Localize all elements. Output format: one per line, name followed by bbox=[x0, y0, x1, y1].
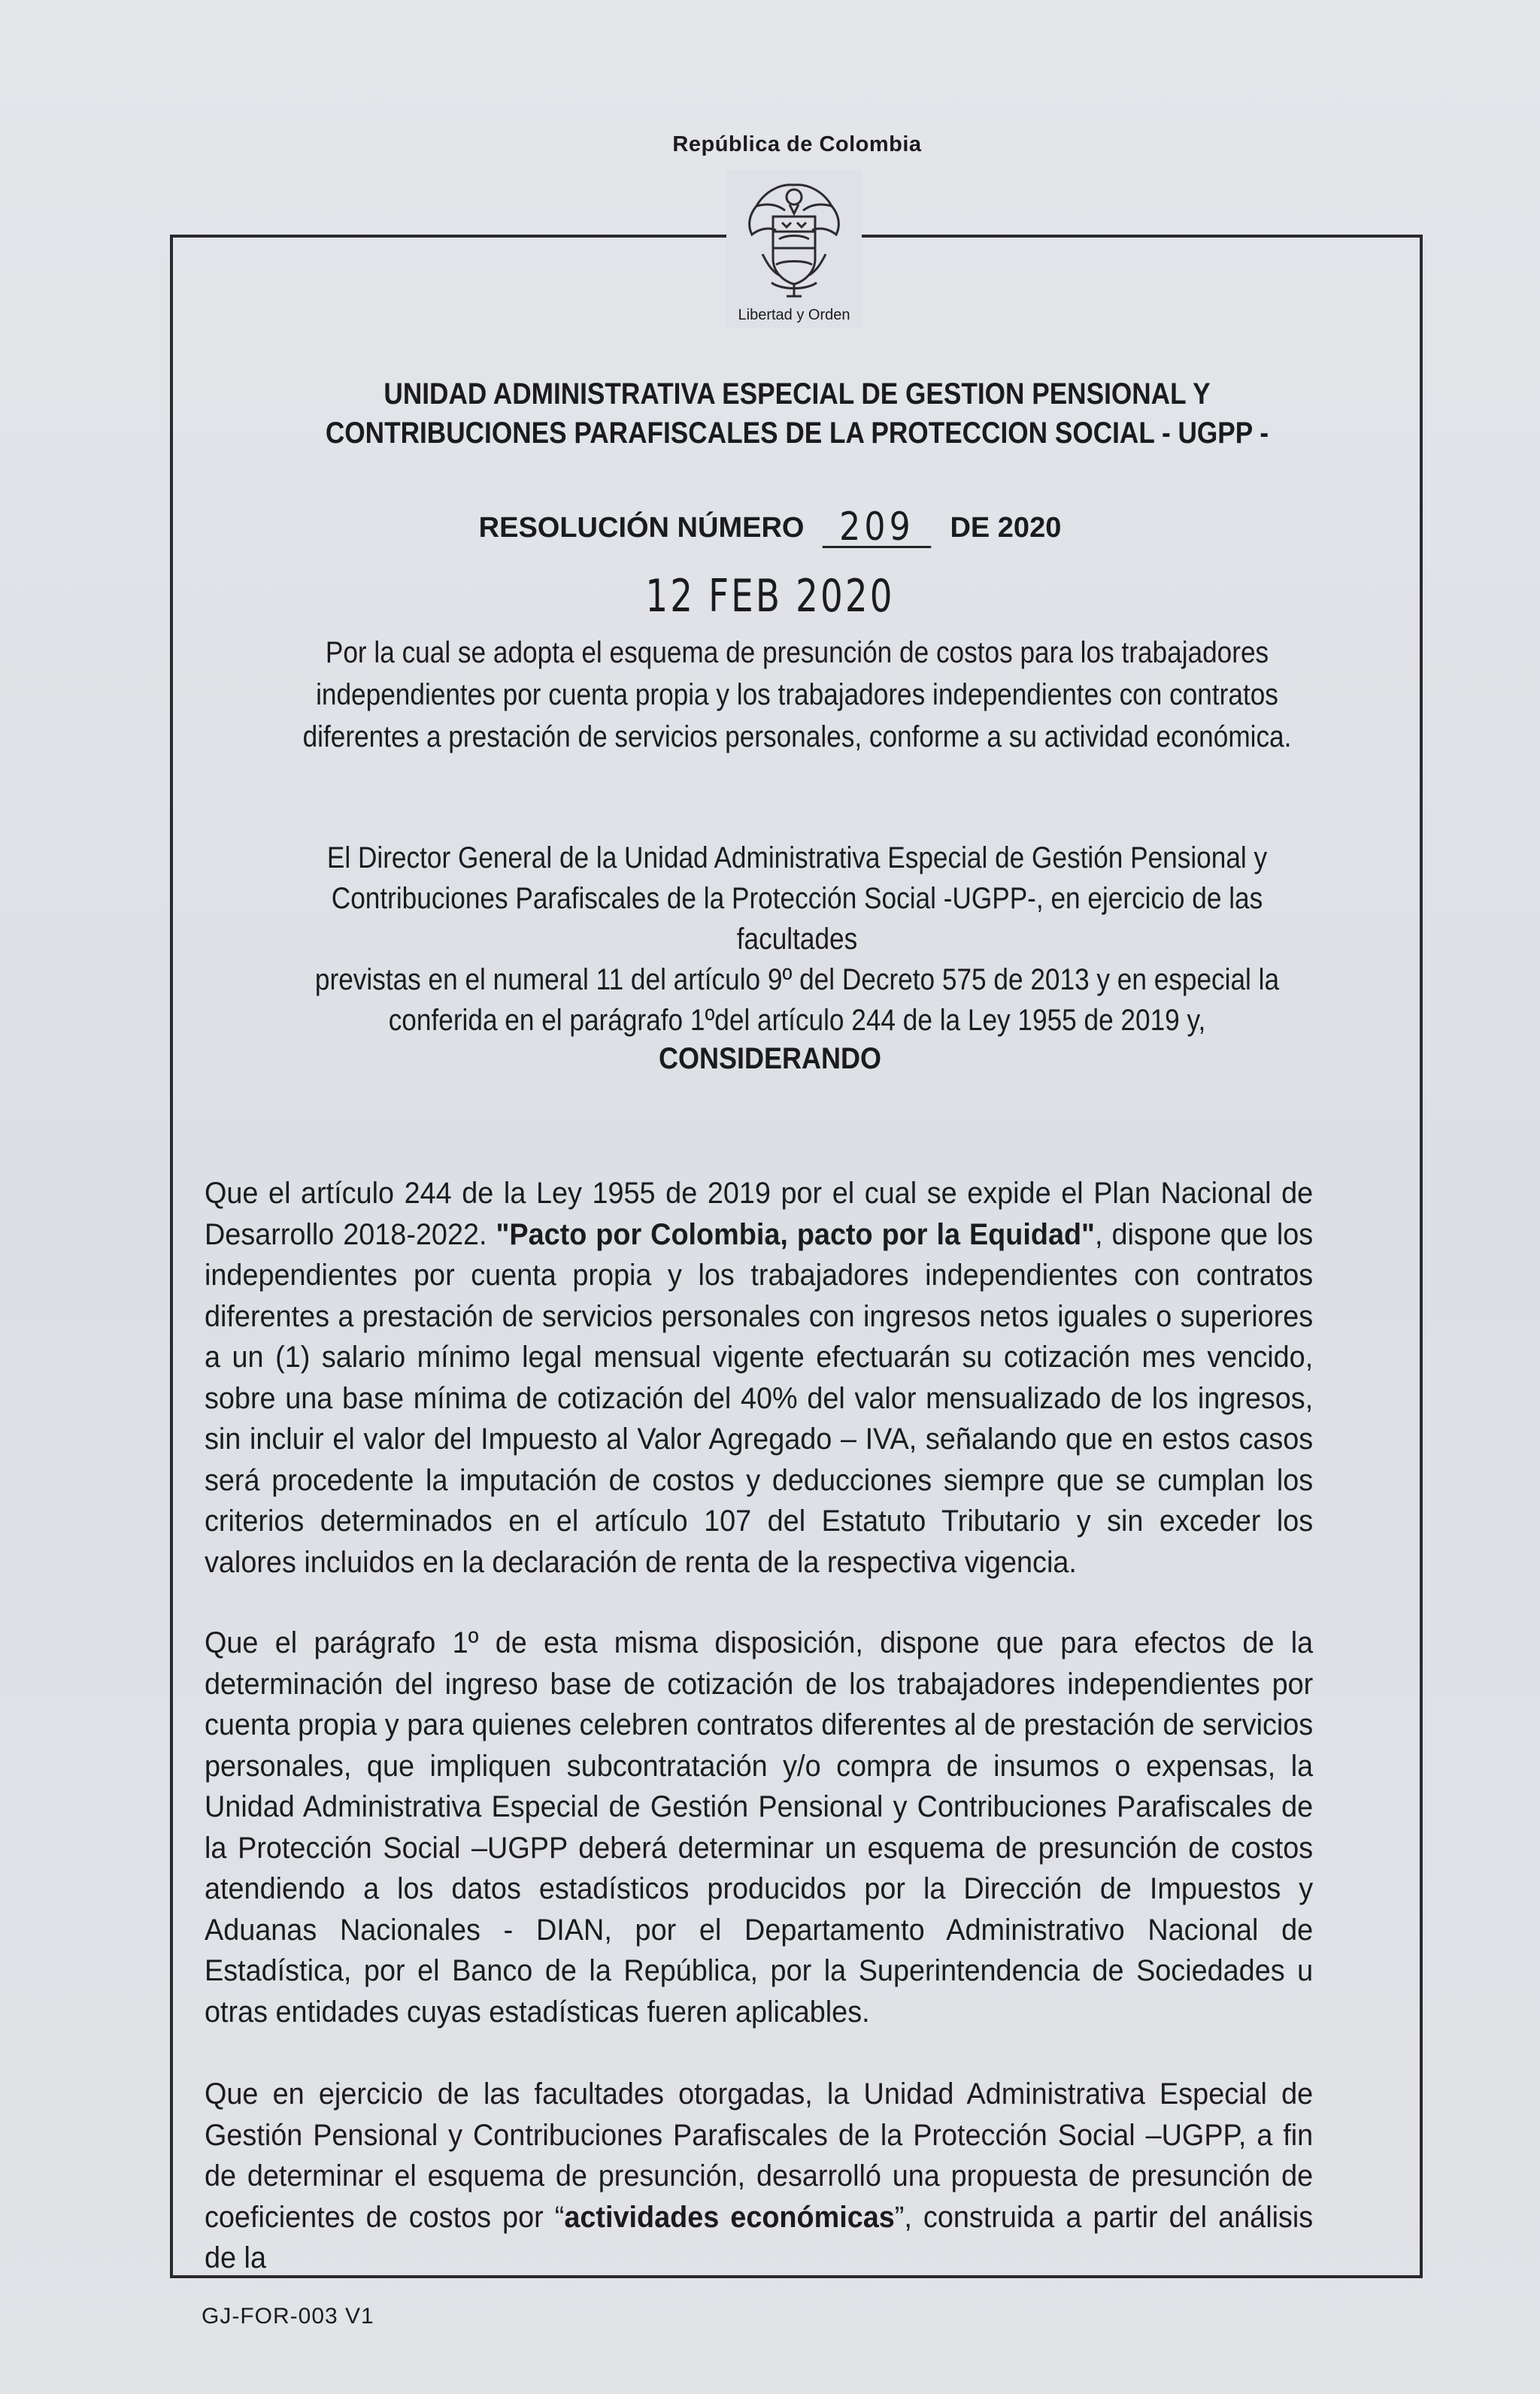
resolution-subject bbox=[294, 632, 1300, 758]
paragraph-1-bold: "Pacto por Colombia, pacto por la Equidad" bbox=[496, 1217, 1095, 1251]
form-code: GJ-FOR-003 V1 bbox=[202, 2304, 374, 2329]
coat-of-arms bbox=[726, 170, 862, 328]
preamble-line4: conferida en el parágrafo 1ºdel artículo 244 de la Ley 1955 de 2019 y, bbox=[388, 1004, 1206, 1037]
coat-of-arms-icon bbox=[726, 170, 862, 305]
resolution-date-stamp: 12 FEB 2020 bbox=[645, 570, 895, 623]
entity-title-line2: CONTRIBUCIONES PARAFISCALES DE LA PROTECCION SOCIAL - UGPP - bbox=[325, 417, 1269, 450]
paragraph-1-text-a: Que el artículo 244 de la Ley 1955 de 2019 por el cual se expide el Plan Nacional de Desarrollo 2018-2022. bbox=[205, 1177, 1314, 1251]
resolution-line bbox=[0, 505, 1540, 550]
paragraph-3-bold: actividades económicas bbox=[564, 2200, 895, 2234]
resolution-label: RESOLUCIÓN NÚMERO bbox=[478, 512, 805, 544]
paragraph-3-text-b: ”, construida a partir del análisis de la bbox=[205, 2200, 1314, 2274]
seal-motto: Libertad y Orden bbox=[738, 307, 850, 323]
republic-heading: República de Colombia bbox=[672, 132, 922, 156]
paragraph-3 bbox=[205, 2074, 1313, 2279]
preamble-line2: Contribuciones Parafiscales de la Protección Social -UGPP-, en ejercicio de las facultades bbox=[331, 882, 1263, 956]
paragraph-3-text-a: Que en ejercicio de las facultades otorgadas, la Unidad Administrativa Especial de Gestión Pensional y Contribuciones Parafiscales de la Protección Social –UGPP, a fin de determinar el esquema de presunción, desarrolló una propuesta de presunción de coeficientes de costos por “ bbox=[205, 2077, 1314, 2234]
preamble-line1: El Director General de la Unidad Administrativa Especial de Gestión Pensional y bbox=[326, 841, 1268, 874]
subject-line1: Por la cual se adopta el esquema de presunción de costos para los trabajadores bbox=[325, 636, 1269, 669]
resolution-number: 209 bbox=[823, 508, 932, 548]
paragraph-1 bbox=[205, 1173, 1313, 1583]
resolution-year: DE 2020 bbox=[950, 512, 1062, 544]
preamble-line3: previstas en el numeral 11 del artículo 9º del Decreto 575 de 2013 y en especial la bbox=[314, 963, 1280, 996]
considerando-heading: CONSIDERANDO bbox=[658, 1042, 882, 1075]
subject-line2: independientes por cuenta propia y los trabajadores independientes con contratos bbox=[316, 678, 1278, 711]
paragraph-1-text-b: , dispone que los independientes por cuenta propia y los trabajadores independientes con contratos diferentes a prestación de servicios personales con ingresos netos iguales o superiores a un (1) salario mínimo legal mensual vigente efectuarán su cotización mes vencido, sobre una base mínima de cotización del 40% del valor mensualizado de los ingresos, sin incluir el valor del Impuesto al Valor Agregado – IVA, señalando que en estos casos será procedente la imputación de costos y deducciones siempre que se cumplan los criterios determinados en el artículo 107 del Estatuto Tributario y sin exceder los valores incluidos en la declaración de renta de la respectiva vigencia. bbox=[205, 1217, 1314, 1579]
paragraph-2: Que el parágrafo 1º de esta misma disposición, dispone que para efectos de la determinación del ingreso base de cotización de los trabajadores independientes por cuenta propia y para quienes celebren contratos diferentes al de prestación de servicios personales, que impliquen subcontratación y/o compra de insumos o expensas, la Unidad Administrativa Especial de Gestión Pensional y Contribuciones Parafiscales de la Protección Social –UGPP deberá determinar un esquema de presunción de costos atendiendo a los datos estadísticos producidos por la Dirección de Impuestos y Aduanas Nacionales - DIAN, por el Departamento Administrativo Nacional de Estadística, por el Banco de la República, por la Superintendencia de Sociedades u otras entidades cuyas estadísticas fueren aplicables. bbox=[205, 1626, 1314, 2029]
preamble bbox=[294, 838, 1300, 1041]
entity-title-line1: UNIDAD ADMINISTRATIVA ESPECIAL DE GESTION PENSIONAL Y bbox=[383, 377, 1211, 411]
entity-title bbox=[294, 374, 1300, 453]
subject-line3: diferentes a prestación de servicios personales, conforme a su actividad económica. bbox=[302, 720, 1292, 753]
